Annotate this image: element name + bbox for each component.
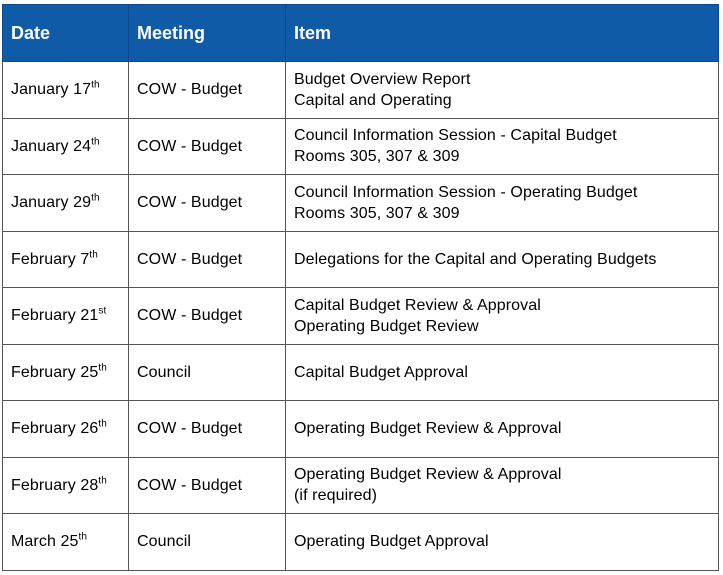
date-text: March 25 — [11, 533, 79, 551]
meeting-cell: COW - Budget — [129, 62, 286, 119]
table-row — [3, 175, 719, 232]
meeting-cell: COW - Budget — [129, 231, 286, 288]
item-cell — [286, 514, 719, 571]
date-text: February 7 — [11, 250, 90, 268]
header-item: Item — [286, 5, 719, 62]
header-meeting: Meeting — [129, 5, 286, 62]
table-row — [3, 344, 719, 401]
table-row — [3, 231, 719, 288]
table-header-row — [3, 5, 719, 62]
date-text: February 21 — [11, 307, 99, 325]
item-line: Operating Budget Approval — [294, 533, 489, 551]
date-cell — [3, 62, 129, 119]
item-cell — [286, 175, 719, 232]
meeting-cell: Council — [129, 344, 286, 401]
meeting-cell: COW - Budget — [129, 401, 286, 458]
date-cell — [3, 457, 129, 514]
item-cell — [286, 231, 719, 288]
item-line: Budget Overview Report — [294, 70, 471, 88]
item-cell — [286, 62, 719, 119]
date-cell — [3, 401, 129, 458]
meeting-cell: COW - Budget — [129, 175, 286, 232]
date-cell — [3, 344, 129, 401]
table-row — [3, 401, 719, 458]
table-row — [3, 62, 719, 119]
date-text: January 29 — [11, 194, 92, 212]
date-cell — [3, 514, 129, 571]
date-suffix: th — [91, 136, 100, 148]
item-line: Operating Budget Review & Approval — [294, 466, 562, 484]
item-cell — [286, 344, 719, 401]
budget-schedule-table — [2, 4, 719, 571]
date-suffix: th — [89, 249, 98, 261]
item-cell — [286, 401, 719, 458]
date-suffix: th — [98, 418, 107, 430]
item-line: Operating Budget Review & Approval — [294, 420, 562, 438]
item-cell — [286, 118, 719, 175]
meeting-cell: COW - Budget — [129, 457, 286, 514]
date-text: February 25 — [11, 363, 99, 381]
item-cell — [286, 457, 719, 514]
table-row — [3, 457, 719, 514]
date-suffix: th — [91, 192, 100, 204]
item-cell — [286, 288, 719, 345]
item-line: Council Information Session - Operating Budget — [294, 183, 638, 201]
date-text: February 26 — [11, 420, 99, 438]
item-line: Council Information Session - Capital Budget — [294, 127, 617, 145]
date-suffix: th — [98, 475, 107, 487]
meeting-cell: COW - Budget — [129, 118, 286, 175]
date-suffix: th — [98, 362, 107, 374]
date-text: January 17 — [11, 81, 92, 99]
date-cell — [3, 231, 129, 288]
item-line: Operating Budget Review — [294, 317, 479, 335]
item-line: Capital Budget Approval — [294, 363, 468, 381]
date-cell — [3, 175, 129, 232]
table-row — [3, 118, 719, 175]
table-row — [3, 514, 719, 571]
date-text: January 24 — [11, 137, 92, 155]
date-cell — [3, 288, 129, 345]
date-suffix: th — [78, 531, 88, 543]
date-cell — [3, 118, 129, 175]
date-text: February 28 — [11, 476, 99, 494]
table-row — [3, 288, 719, 345]
item-line: Delegations for the Capital and Operating Budgets — [294, 250, 657, 268]
item-line: Capital and Operating — [294, 91, 452, 109]
meeting-cell: COW - Budget — [129, 288, 286, 345]
item-line: Capital Budget Review & Approval — [294, 296, 541, 314]
date-suffix: th — [91, 79, 100, 91]
item-line: (if required) — [294, 487, 378, 505]
meeting-cell: Council — [129, 514, 286, 571]
item-line: Rooms 305, 307 & 309 — [294, 204, 460, 222]
header-date: Date — [3, 5, 129, 62]
date-suffix: st — [98, 305, 107, 317]
item-line: Rooms 305, 307 & 309 — [294, 148, 460, 166]
